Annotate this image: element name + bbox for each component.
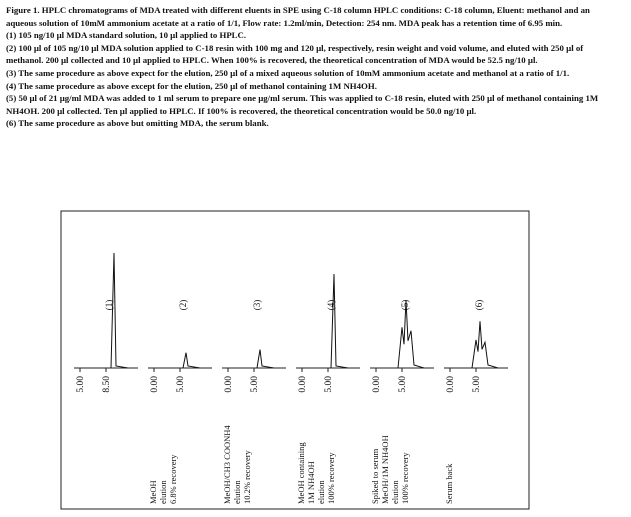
lane-tick-label-2-1: 0.00 (150, 376, 160, 393)
lane-tick-label-5-1: 0.00 (372, 376, 382, 393)
lane-label-3: (3) (252, 299, 262, 311)
figure-caption (6, 4, 618, 130)
lane-peak-2 (183, 353, 200, 368)
lane-label-1: (1) (104, 299, 114, 311)
caption-item-3: (3) The same procedure as above expect for the elution, 250 µl of a mixed aqueous solution of 10mM ammonium acetate and methanol at a ratio of 1/1. (6, 67, 570, 78)
lane-tick-label-4-1: 0.00 (298, 376, 308, 393)
lane-peak-3 (257, 350, 274, 368)
caption-item-4: (4) The same procedure as above except for the elution, 250 µl of methanol containing 1M NH4OH. (6, 80, 377, 91)
lane-label-4: (4) (326, 299, 336, 311)
caption-item-2: (2) 100 µl of 105 ng/10 µl MDA solution applied to C-18 resin with 100 mg and 120 µl, respectively, resin weight and void volume, and eluted with 250 µl of methanol. 200 µl collected and 10 µl applied to HPLC. When 100% is recovered, the theoretical concentration of MDA would be 52.5 ng/10 µl. (6, 42, 584, 66)
lane-peak-4 (331, 274, 348, 368)
lane-tick-label-1-2: 8.50 (102, 376, 112, 393)
chromatogram-chart (60, 210, 530, 510)
lane-condition-5-1: Spiked to serum (370, 448, 380, 504)
lane-tick-label-3-1: 0.00 (224, 376, 234, 393)
lane-condition-4-1: MeOH containing (296, 442, 306, 504)
lane-condition-3-1: MeOH/CH3 COONH4 (222, 425, 232, 504)
lane-condition-6-1: Serum back (444, 463, 454, 504)
lane-condition-2-2: elution (158, 480, 168, 504)
caption-item-1: (1) 105 ng/10 µl MDA standard solution, 10 µl applied to HPLC. (6, 30, 247, 41)
figure-frame (61, 211, 529, 509)
lane-condition-3-3: 10.2% recovery (242, 450, 252, 504)
caption-item-5: (5) 50 µl of 21 µg/ml MDA was added to 1 ml serum to prepare one µg/ml serum. This was applied to C-18 resin, eluted with 250 µl of methanol containing 1M NH4OH. 200 µl collected. Ten µl applied to HPLC. If 100% is recovered, the theoretical concentration would be 50.0 ng/10 µl. (6, 93, 599, 116)
chromatogram-figure (60, 210, 530, 510)
lane-tick-label-5-2: 5.00 (398, 376, 408, 393)
lane-label-5: (5) (400, 299, 410, 311)
caption-title: Figure 1. HPLC chromatograms of MDA treated with different eluents in SPE using C-18 column HPLC conditions: C-18 column, Eluent: methanol and an aqueous solution of 10mM ammonium acetate at a ratio of 1/1, Flow rate: 1.2ml/min, Detection: 254 nm. MDA peak has a retention time of 6.95 min. (6, 5, 590, 28)
lane-condition-4-2: 1M NH4OH (306, 461, 316, 504)
lane-label-2: (2) (178, 299, 188, 311)
lane-condition-5-2: MeOH/1M NH4OH (380, 435, 390, 504)
lane-tick-label-4-2: 5.00 (324, 376, 334, 393)
lane-peak-6 (472, 321, 498, 368)
lane-tick-label-1-1: 5.00 (76, 376, 86, 393)
lane-tick-label-6-2: 5.00 (472, 376, 482, 393)
lane-tick-label-6-1: 0.00 (446, 376, 456, 393)
lane-condition-3-2: elution (232, 480, 242, 504)
lane-condition-5-3: elution (390, 480, 400, 504)
lane-condition-4-3: elution (316, 480, 326, 504)
caption-item-6: (6) The same procedure as above but omitting MDA, the serum blank. (6, 118, 269, 129)
lane-tick-label-2-2: 5.00 (176, 376, 186, 393)
lane-tick-label-3-2: 5.00 (250, 376, 260, 393)
lane-condition-4-4: 100% recovery (326, 452, 336, 504)
lane-condition-2-1: MeOH (148, 480, 158, 504)
lane-label-6: (6) (474, 299, 484, 311)
lane-condition-2-3: 6.8% recovery (168, 454, 178, 504)
lane-condition-5-4: 100% recovery (400, 452, 410, 504)
